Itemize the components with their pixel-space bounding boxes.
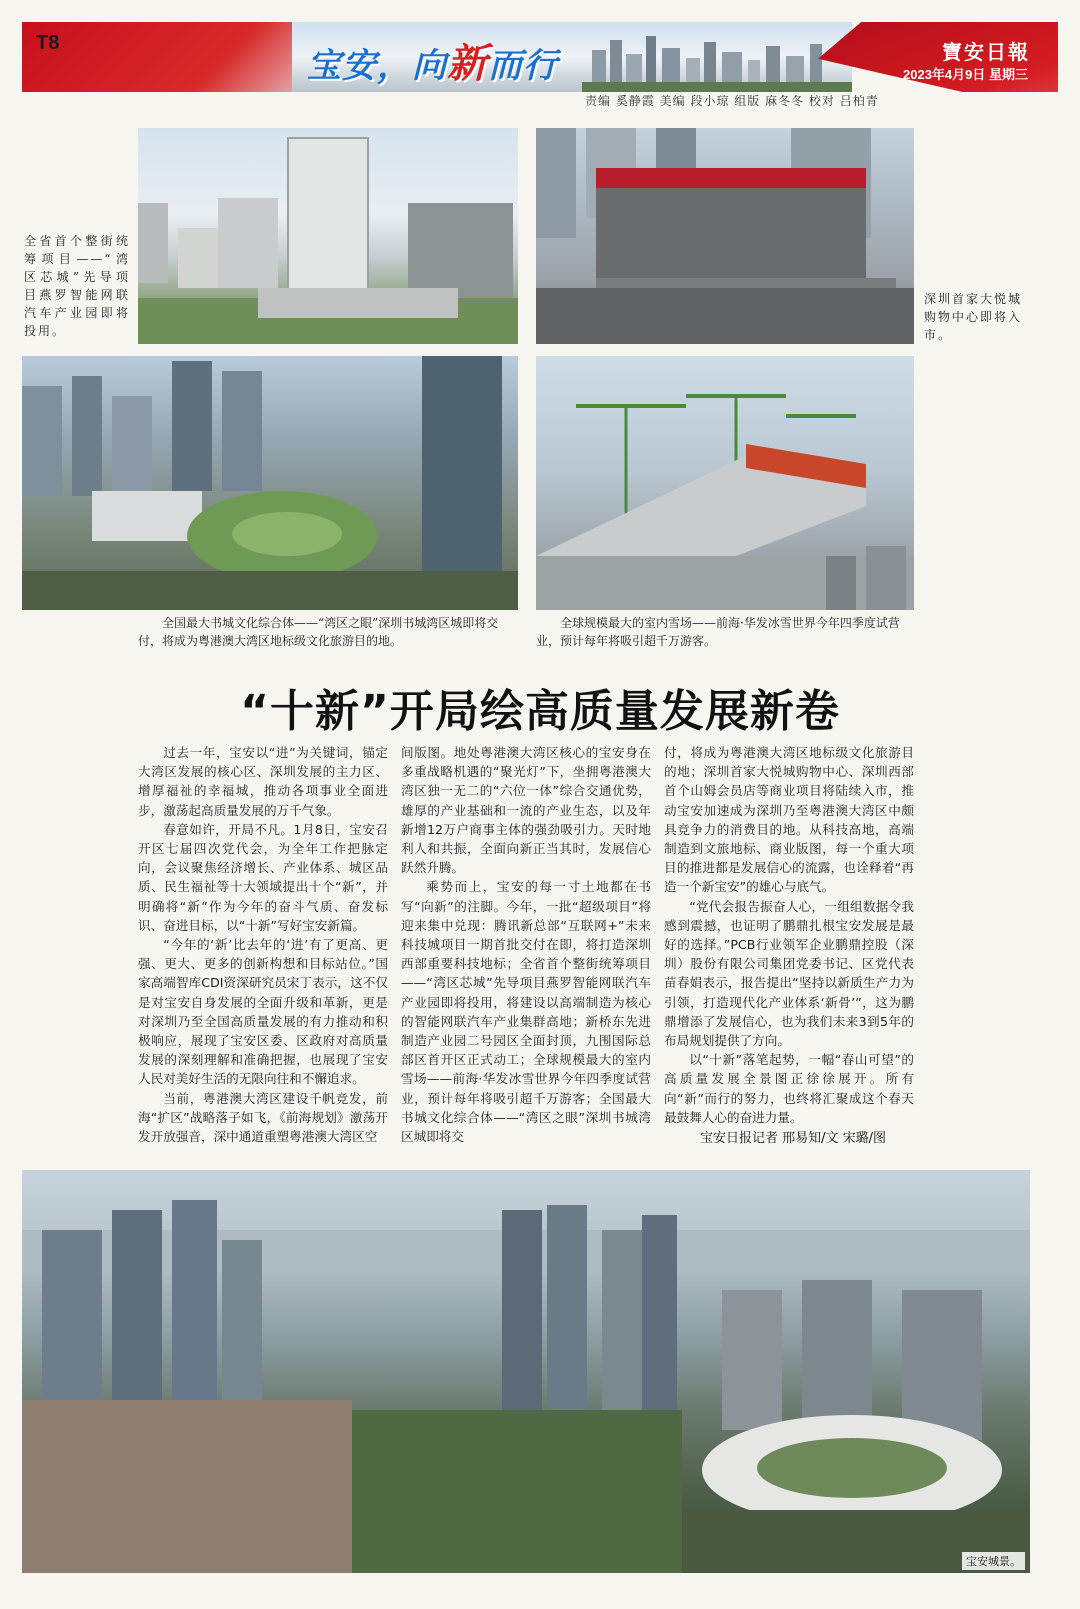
photo-snow-world-image: [536, 356, 914, 610]
photo-joy-city-mall: [536, 128, 914, 344]
editor-credits: 责编 奚静霞 美编 段小琼 组版 麻冬冬 校对 吕柏青: [585, 94, 879, 108]
caption-photo-3: 全国最大书城文化综合体——“湾区之眼”深圳书城湾区城即将交付，将成为粤港澳大湾区地标级文化旅游目的地。: [138, 616, 499, 648]
paragraph: 付，将成为粤港澳大湾区地标级文化旅游目的地；深圳首家大悦城购物中心、深圳西部首个山姆会员店等商业项目将陆续入市，推动宝安加速成为深圳乃至粤港澳大湾区中颇具竞争力的消费目的地。从科技高地，高端制造到文旅地标、商业版图，每一个重大项目的推进都是发展信心的流露，也诠释着“再造一个新宝安”的雄心与底气。: [664, 745, 914, 895]
paragraph: 乘势而上，宝安的每一寸土地都在书写“向新”的注脚。今年，一批“超级项目”将迎来集中兑现：腾讯新总部“互联网+”未来科技城项目一期首批交付在即，将打造深圳西部重要科技地标；全省首个整街统筹项目——“湾区芯城”先导项目燕罗智能网联汽车产业园即将投用，将建设以高端制造为核心的智能网联汽车产业集群高地；新桥东先进制造产业园二号园区全面封顶，九围国际总部区首开区正式动工；全球规模最大的室内雪场——前海·华发冰雪世界今年四季度试营业，预计每年将吸引超千万游客；全国最大书城文化综合体——“湾区之眼”深圳书城湾区城即将交: [401, 879, 651, 1145]
paragraph: “今年的‘新’比去年的‘进’有了更高、更强、更大、更多的创新构想和目标站位。”国家高端智库CDI资深研究员宋丁表示，这不仅是对宝安自身发展的全面升级和革新，更是对深圳乃至全国高质量发展的有力推动和积极响应，展现了宝安区委、区政府对高质量发展的深刻理解和准确把握，也展现了宝安人民对美好生活的无限向往和不懈追求。: [138, 937, 388, 1087]
paragraph: 以“十新”落笔起势，一幅“春山可望”的高质量发展全景图正徐徐展开。所有向“新”而行的努力，也终将汇聚成这个春天最鼓舞人心的奋进力量。: [664, 1052, 914, 1125]
issue-date: 2023年4月9日 星期三: [903, 67, 1028, 82]
paragraph: 春意如许，开局不凡。1月8日，宝安召开区七届四次党代会，为全年工作把脉定向，会议聚焦经济增长、产业体系、城区品质、民生福祉等十大领域提出十个“新”，并明确将“新”作为今年的奋斗气质、奋发标识、奋进目标，以“十新”写好宝安新篇。: [138, 821, 388, 933]
masthead-skyline-image: [582, 30, 852, 92]
caption-photo-5: 宝安城景。: [962, 1552, 1025, 1570]
slogan-highlight: 新: [447, 41, 488, 87]
photo-baoan-cityscape: [22, 1170, 1030, 1573]
newspaper-logo: 寶安日報: [942, 40, 1030, 64]
photo-joy-city-mall-image: [536, 128, 914, 344]
caption-photo-2: 深圳首家大悦城购物中心即将入市。: [924, 292, 1023, 342]
article-headline: “十新”开局绘高质量发展新卷: [240, 686, 840, 737]
photo-baoan-cityscape-image: [22, 1170, 1030, 1573]
photo-snow-world: [536, 356, 914, 610]
paragraph: 当前，粤港澳大湾区建设千帆竞发，前海“扩区”战略落子如飞，《前海规划》激荡开发开放强音，深中通道重塑粤港澳大湾区空: [138, 1090, 388, 1145]
photo-industrial-park: [138, 128, 518, 344]
photo-book-city-image: [22, 356, 518, 610]
caption-photo-4: 全球规模最大的室内雪场——前海·华发冰雪世界今年四季度试营业，预计每年将吸引超千万游客。: [536, 616, 900, 648]
paragraph: “党代会报告振奋人心，一组组数据令我感到震撼，也证明了鹏鼎扎根宝安发展是最好的选择。”PCB行业领军企业鹏鼎控股（深圳）股份有限公司集团党委书记、区党代表苗春娟表示，报告提出“坚持以新质生产力为引领，打造现代化产业体系‘新骨’”，这为鹏鼎增添了发展信心，也为我们未来3到5年的布局规划提供了方向。: [664, 898, 914, 1049]
photo-book-city: [22, 356, 518, 610]
slogan-part-2: 而行: [488, 46, 558, 86]
paragraph: 间版图。地处粤港澳大湾区核心的宝安身在多重战略机遇的“聚光灯”下，坐拥粤港澳大湾区独一无二的“六位一体”综合交通优势，雄厚的产业基础和一流的产业生态，以及年新增12万户商事主体的强劲吸引力。天时地利人和共振，全面向新正当其时，发展信心跃然升腾。: [401, 745, 651, 876]
paragraph: 过去一年，宝安以“进”为关键词，锚定大湾区发展的核心区、深圳发展的主力区、增厚福祉的幸福城，推动各项事业全面进步，激荡起高质量发展的万千气象。: [138, 745, 388, 818]
page-slogan: [307, 32, 558, 89]
page-number: T8: [36, 32, 60, 54]
article-column-1: [138, 743, 388, 1146]
caption-photo-1: 全省首个整街统筹项目——“湾区芯城”先导项目燕罗智能网联汽车产业园即将投用。: [24, 234, 130, 338]
article-column-2: [401, 743, 651, 1146]
slogan-part-1: 宝安，向: [307, 46, 447, 86]
masthead: [22, 22, 1058, 92]
article-column-3: [664, 743, 914, 1127]
article-byline: 宝安日报记者 邢易知/文 宋璐/图: [700, 1131, 887, 1146]
photo-industrial-park-image: [138, 128, 518, 344]
